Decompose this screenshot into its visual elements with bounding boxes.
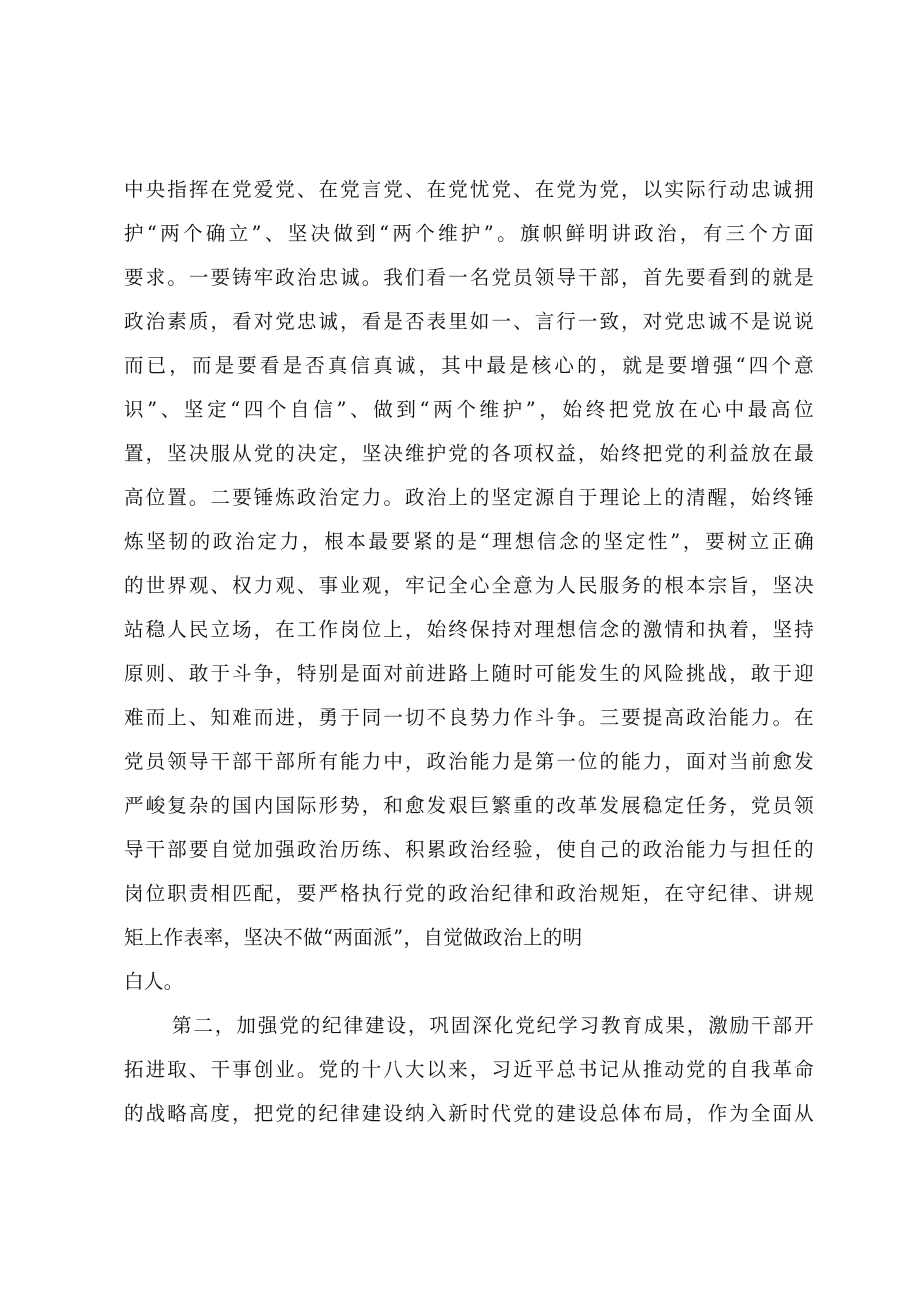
text-line: 的世界观、权力观、事业观，牢记全心全意为人民服务的根本宗旨，坚决 xyxy=(124,574,814,597)
text-line: 高位置。二要锤炼政治定力。政治上的坚定源自于理论上的清醒，始终锤 xyxy=(124,486,814,509)
text-line: 导干部要自觉加强政治历练、积累政治经验，使自己的政治能力与担任的 xyxy=(124,838,814,861)
text-line: 置，坚决服从党的决定，坚决维护党的各项权益，始终把党的利益放在最 xyxy=(124,442,814,465)
text-line: 而已，而是要看是否真信真诚，其中最是核心的，就是要增强“四个意 xyxy=(124,354,814,377)
text-line: 严峻复杂的国内国际形势，和愈发艰巨繁重的改革发展稳定任务，党员领 xyxy=(124,794,814,817)
text-line: 识”、坚定“四个自信”、做到“两个维护”，始终把党放在心中最高位 xyxy=(124,398,814,421)
text-line: 岗位职责相匹配，要严格执行党的政治纪律和政治规矩，在守纪律、讲规 xyxy=(124,882,814,905)
text-line: 党员领导干部干部所有能力中，政治能力是第一位的能力，面对当前愈发 xyxy=(124,750,814,773)
text-line: 原则、敢于斗争，特别是面对前进路上随时可能发生的风险挑战，敢于迎 xyxy=(124,662,814,685)
text-line: 的战略高度，把党的纪律建设纳入新时代党的建设总体布局，作为全面从 xyxy=(124,1102,814,1125)
text-line: 炼坚韧的政治定力，根本最要紧的是“理想信念的坚定性”，要树立正确 xyxy=(124,530,814,553)
body-text xyxy=(124,168,814,1136)
text-line: 护“两个确立”、坚决做到“两个维护”。旗帜鲜明讲政治，有三个方面 xyxy=(124,222,814,245)
text-line: 中央指挥在党爱党、在党言党、在党忧党、在党为党，以实际行动忠诚拥 xyxy=(124,178,814,201)
text-line: 站稳人民立场，在工作岗位上，始终保持对理想信念的激情和执着，坚持 xyxy=(124,618,814,641)
text-line: 要求。一要铸牢政治忠诚。我们看一名党员领导干部，首先要看到的就是 xyxy=(124,266,814,289)
text-line: 难而上、知难而进，勇于同一切不良势力作斗争。三要提高政治能力。在 xyxy=(124,706,814,729)
text-line: 拓进取、干事创业。党的十八大以来，习近平总书记从推动党的自我革命 xyxy=(124,1058,814,1081)
text-line: 白人。 xyxy=(124,970,184,993)
text-line: 矩上作表率，坚决不做“两面派”，自觉做政治上的明 xyxy=(124,926,583,949)
text-line: 政治素质，看对党忠诚，看是否表里如一、言行一致，对党忠诚不是说说 xyxy=(124,310,814,333)
paragraph-start-line: 第二，加强党的纪律建设，巩固深化党纪学习教育成果，激励干部开 xyxy=(172,1014,814,1037)
